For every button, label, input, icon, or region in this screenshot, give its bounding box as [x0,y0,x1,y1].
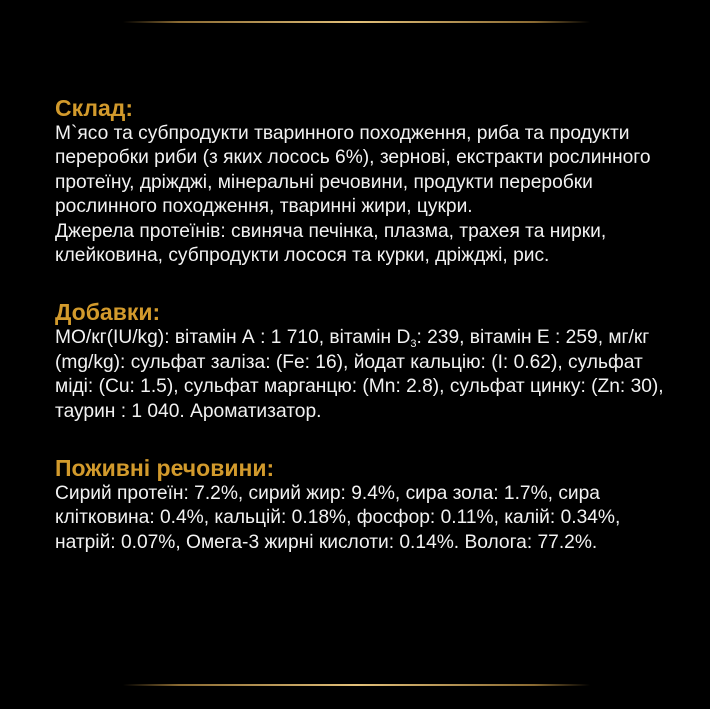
additives-text-end: : 239, вітамін Е : 259, мг/кг (mg/kg): сульфат заліза: (Fe: 16), йодат кальцію: (I: 0.62), сульфат міді: (Cu: 1.5), сульфат марганцю: (Mn: 2.8), сульфат цинку: (Zn: 30), таурин : 1 040. Ароматизатор. [55,327,664,422]
vitamin-d-subscript: 3 [410,338,417,351]
nutrients-section [55,454,685,555]
composition-heading: Склад: [55,95,134,121]
nutrients-heading: Поживні речовини: [55,455,275,482]
composition-section [55,94,685,268]
additives-heading: Добавки: [55,299,161,326]
bottom-gold-divider [123,684,590,686]
composition-paragraph: М`ясо та субпродукти тваринного походження, риба та продукти переробки риби (з яких лосось 6%), зернові, екстракти рослинного протеїну, дріжджі, мінеральні речовини, продукти переробки рослинного походження, тваринні жири, цукри. [55,123,651,218]
protein-sources-paragraph: Джерела протеїнів: свиняча печінка, плазма, трахея та нирки, клейковина, субпродукти лосося та курки, дріжджі, рис. [55,220,607,267]
top-gold-divider [123,21,590,23]
nutrients-paragraph: Сирий протеїн: 7.2%, сирий жир: 9.4%, сира зола: 1.7%, сира клітковина: 0.4%, кальцій: 0.18%, фосфор: 0.11%, калій: 0.34%, натрій: 0.07%, Омега-3 жирні кислоти: 0.14%. Волога: 77.2%. [55,483,621,553]
additives-paragraph [55,326,685,424]
additives-text-start: МО/кг(IU/kg): вітамін А : 1 710, вітамін D [55,327,411,349]
product-info-panel [55,94,685,555]
additives-section [55,298,685,424]
